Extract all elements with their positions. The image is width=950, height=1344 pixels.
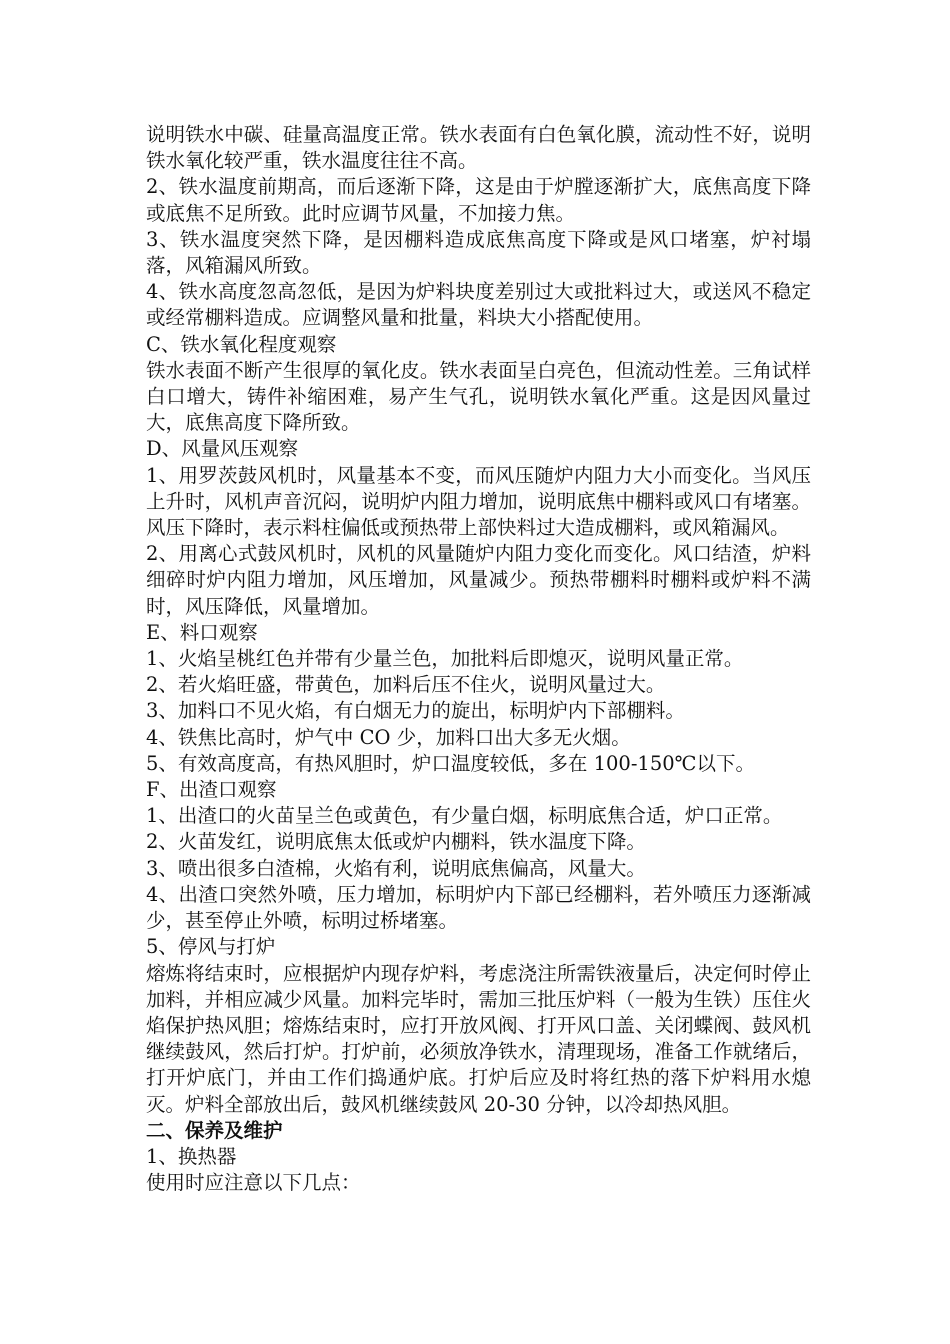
paragraph: 2、若火焰旺盛，带黄色，加料后压不住火，说明风量过大。 — [146, 673, 666, 697]
paragraph: 4、铁水高度忽高忽低，是因为炉料块度差别过大或批料过大，或送风不稳定或经常棚料造成。应调整风量和批量，料块大小搭配使用。 — [146, 280, 811, 330]
section-heading: 5、停风与打炉 — [146, 935, 276, 959]
paragraph: 使用时应注意以下几点： — [146, 1171, 361, 1195]
paragraph: 3、喷出很多白渣棉，火焰有利，说明底焦偏高，风量大。 — [146, 856, 646, 880]
paragraph: 说明铁水中碳、硅量高温度正常。铁水表面有白色氧化膜，流动性不好，说明铁水氧化较严重，铁水温度往往不高。 — [146, 123, 811, 173]
paragraph: 熔炼将结束时，应根据炉内现存炉料，考虑浇注所需铁液量后，决定何时停止加料，并相应减少风量。加料完毕时，需加三批压炉料（一般为生铁）压住火焰保护热风胆；熔炼结束时，应打开放风阀、打开风口盖、关闭蝶阀、鼓风机继续鼓风，然后打炉。打炉前，必须放净铁水，清理现场，准备工作就绪后，打开炉底门，并由工作们捣通炉底。打炉后应及时将红热的落下炉料用水熄灭。炉料全部放出后，鼓风机继续鼓风 20-30 分钟，以冷却热风胆。 — [146, 961, 811, 1116]
section-heading: C、铁水氧化程度观察 — [146, 332, 337, 356]
section-heading: D、风量风压观察 — [146, 437, 299, 461]
section-heading: E、料口观察 — [146, 620, 258, 644]
paragraph: 2、用离心式鼓风机时，风机的风量随炉内阻力变化而变化。风口结渣，炉料细碎时炉内阻力增加，风压增加，风量减少。预热带棚料时棚料或炉料不满时，风压降低，风量增加。 — [146, 542, 811, 618]
paragraph: 4、铁焦比高时，炉气中 CO 少，加料口出大多无火烟。 — [146, 725, 631, 749]
document-body — [146, 122, 811, 1196]
paragraph: 3、铁水温度突然下降，是因棚料造成底焦高度下降或是风口堵塞，炉衬塌落，风箱漏风所致。 — [146, 227, 811, 278]
paragraph: 4、出渣口突然外喷，压力增加，标明炉内下部已经棚料，若外喷压力逐渐减少，甚至停止外喷，标明过桥堵塞。 — [146, 882, 811, 933]
paragraph: 1、用罗茨鼓风机时，风量基本不变，而风压随炉内阻力大小而变化。当风压上升时，风机声音沉闷，说明炉内阻力增加，说明底焦中棚料或风口有堵塞。风压下降时，表示料柱偏低或预热带上部快料过大造成棚料，或风箱漏风。 — [146, 463, 811, 540]
paragraph: 铁水表面不断产生很厚的氧化皮。铁水表面呈白亮色，但流动性差。三角试样白口增大，铸件补缩困难，易产生气孔，说明铁水氧化严重。这是因风量过大，底焦高度下降所致。 — [146, 358, 811, 435]
paragraph: 5、有效高度高，有热风胆时，炉口温度较低，多在 100-150℃以下。 — [146, 751, 755, 775]
section-heading: 1、换热器 — [146, 1144, 237, 1168]
paragraph: 3、加料口不见火焰，有白烟无力的旋出，标明炉内下部棚料。 — [146, 699, 685, 723]
section-heading: F、出渣口观察 — [146, 778, 277, 802]
chapter-heading: 二、保养及维护 — [146, 1118, 283, 1142]
paragraph: 1、出渣口的火苗呈兰色或黄色，有少量白烟，标明底焦合适，炉口正常。 — [146, 804, 783, 828]
paragraph: 1、火焰呈桃红色并带有少量兰色，加批料后即熄灭，说明风量正常。 — [146, 647, 744, 671]
paragraph: 2、铁水温度前期高，而后逐渐下降，这是由于炉膛逐渐扩大，底焦高度下降或底焦不足所致。此时应调节风量，不加接力焦。 — [146, 175, 811, 225]
paragraph: 2、火苗发红，说明底焦太低或炉内棚料，铁水温度下降。 — [146, 830, 646, 854]
